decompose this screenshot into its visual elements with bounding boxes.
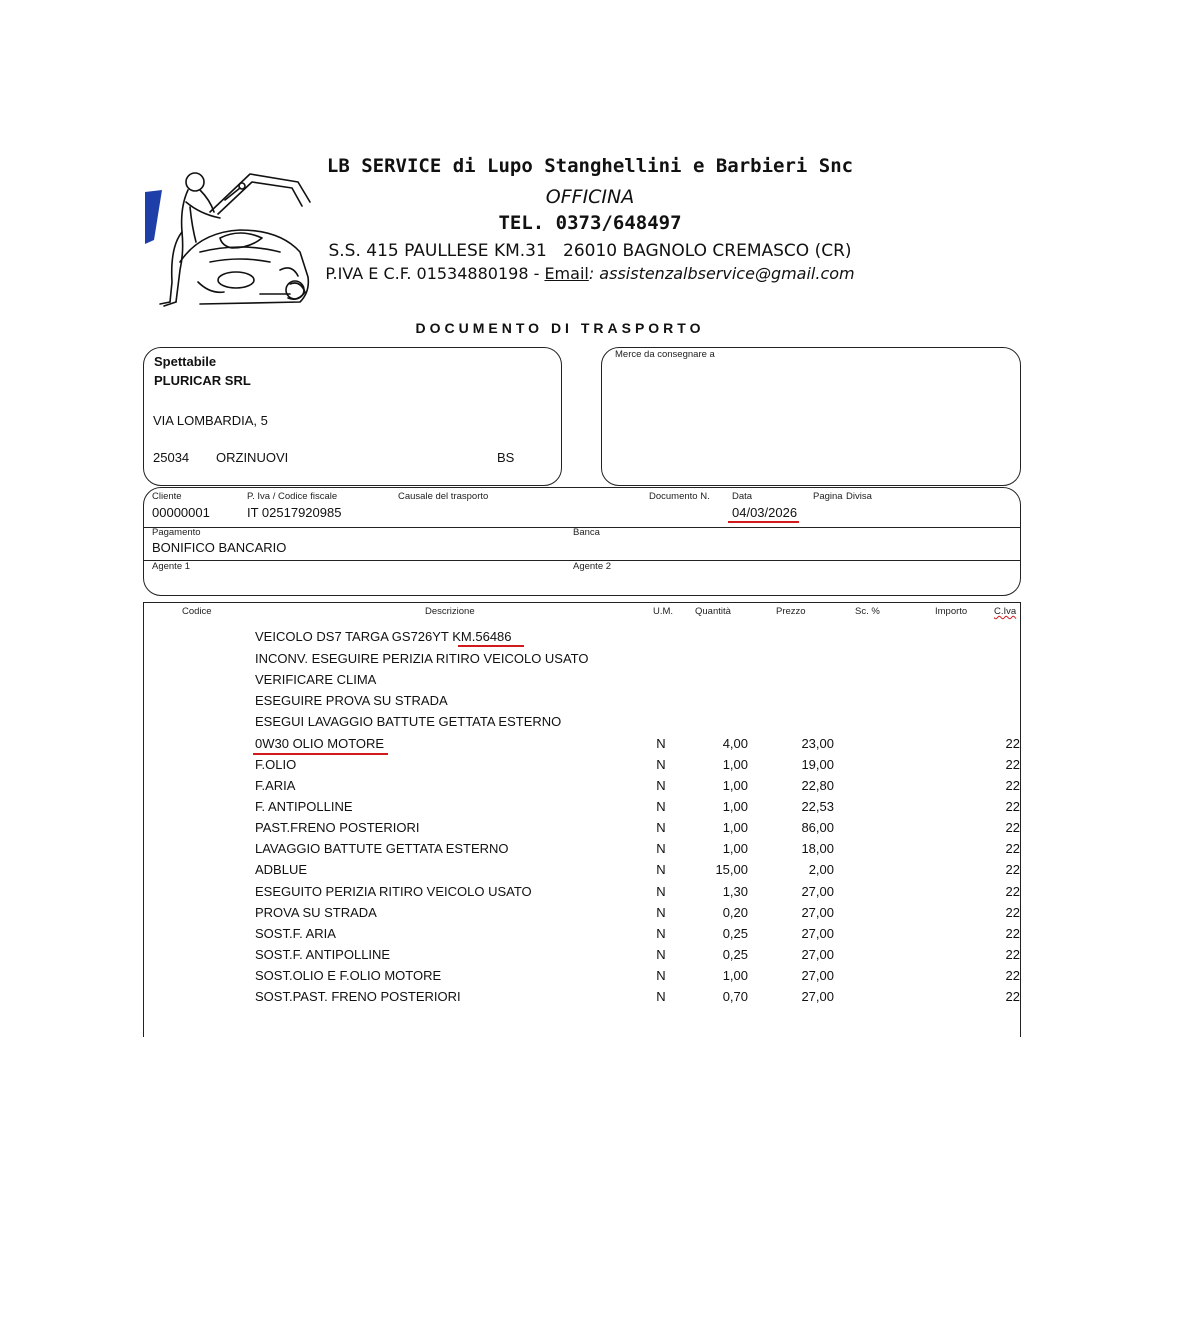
item-quantity: 15,00: [715, 862, 748, 877]
item-description: VEICOLO DS7 TARGA GS726YT KM.56486: [255, 629, 512, 644]
item-um: N: [656, 736, 666, 751]
item-description: ADBLUE: [255, 862, 308, 877]
item-um: N: [656, 841, 666, 856]
item-description: PAST.FRENO POSTERIORI: [255, 820, 420, 835]
item-price: 18,00: [801, 841, 834, 856]
item-quantity: 1,30: [722, 884, 748, 899]
item-description: SOST.F. ARIA: [255, 926, 336, 941]
piva-label: P. Iva / Codice fiscale: [247, 491, 338, 502]
item-description: LAVAGGIO BATTUTE GETTATA ESTERNO: [255, 841, 509, 856]
table-row: [0, 757, 1200, 778]
email-label[interactable]: Email: [544, 264, 589, 283]
item-price: 27,00: [801, 947, 834, 962]
item-description: INCONV. ESEGUIRE PERIZIA RITIRO VEICOLO USATO: [255, 651, 589, 666]
col-header-prezzo: Prezzo: [776, 606, 806, 617]
col-header-um: U.M.: [653, 606, 674, 617]
item-vat-code: 22: [1005, 757, 1020, 772]
piva-value: IT 02517920985: [247, 505, 342, 520]
item-um: N: [656, 862, 666, 877]
delivery-box: [601, 347, 1021, 486]
pagamento-value: BONIFICO BANCARIO: [152, 540, 287, 555]
cliente-label: Cliente: [152, 491, 182, 502]
date-value: 04/03/2026: [732, 505, 798, 520]
item-quantity: 0,70: [722, 989, 748, 1004]
company-address: S.S. 415 PAULLESE KM.31 26010 BAGNOLO CREMASCO (CR): [328, 241, 852, 261]
recipient-city: ORZINUOVI: [216, 450, 289, 465]
table-row: [0, 736, 1200, 757]
company-name: LB SERVICE di Lupo Stanghellini e Barbieri Snc: [326, 155, 854, 177]
recipient-street: VIA LOMBARDIA, 5: [153, 413, 268, 428]
vat-number: P.IVA E C.F. 01534880198 -: [325, 264, 545, 283]
item-price: 86,00: [801, 820, 834, 835]
table-row: [0, 714, 1200, 735]
delivery-label: Merce da consegnare a: [615, 349, 715, 360]
table-row: [0, 820, 1200, 841]
recipient-name: PLURICAR SRL: [154, 373, 251, 388]
table-row: [0, 926, 1200, 947]
item-description: F.ARIA: [255, 778, 296, 793]
item-description: PROVA SU STRADA: [255, 905, 377, 920]
item-price: 19,00: [801, 757, 834, 772]
item-vat-code: 22: [1005, 905, 1020, 920]
banca-label: Banca: [573, 527, 600, 538]
col-header-importo: Importo: [935, 606, 968, 617]
item-quantity: 0,20: [722, 905, 748, 920]
item-price: 27,00: [801, 926, 834, 941]
email-address[interactable]: : assistenzalbservice@gmail.com: [588, 264, 855, 283]
item-description: SOST.PAST. FRENO POSTERIORI: [255, 989, 461, 1004]
item-quantity: 1,00: [722, 841, 748, 856]
mechanic-car-icon: [140, 152, 315, 317]
item-um: N: [656, 926, 666, 941]
table-row: [0, 651, 1200, 672]
item-description: F.OLIO: [255, 757, 297, 772]
item-um: N: [656, 884, 666, 899]
item-price: 27,00: [801, 968, 834, 983]
col-header-codice: Codice: [182, 606, 212, 617]
km-highlight: [458, 645, 524, 647]
table-row: [0, 884, 1200, 905]
item-vat-code: 22: [1005, 820, 1020, 835]
item-um: N: [656, 778, 666, 793]
date-label: Data: [732, 491, 753, 502]
cliente-value: 00000001: [152, 505, 210, 520]
item-description: 0W30 OLIO MOTORE: [255, 736, 385, 751]
recipient-province: BS: [497, 450, 515, 465]
pagina-label: Pagina: [813, 491, 843, 502]
item-price: 27,00: [801, 884, 834, 899]
item-description: SOST.OLIO E F.OLIO MOTORE: [255, 968, 442, 983]
item-quantity: 4,00: [722, 736, 748, 751]
agente2-label: Agente 2: [573, 561, 612, 572]
table-row: [0, 778, 1200, 799]
item-description: ESEGUI LAVAGGIO BATTUTE GETTATA ESTERNO: [255, 714, 562, 729]
recipient-zip: 25034: [153, 450, 190, 465]
docnum-label: Documento N.: [649, 491, 710, 502]
table-row: [0, 947, 1200, 968]
item-description: ESEGUIRE PROVA SU STRADA: [255, 693, 448, 708]
col-header-iva: C.Iva: [994, 606, 1017, 617]
item-vat-code: 22: [1005, 926, 1020, 941]
item-um: N: [656, 905, 666, 920]
item-description: F. ANTIPOLLINE: [255, 799, 353, 814]
col-header-sconto: Sc. %: [855, 606, 880, 617]
item-um: N: [656, 989, 666, 1004]
item-price: 27,00: [801, 989, 834, 1004]
table-row: [0, 799, 1200, 820]
recipient-label: Spettabile: [154, 354, 217, 369]
item-price: 23,00: [801, 736, 834, 751]
causale-label: Causale del trasporto: [398, 491, 489, 502]
company-phone: TEL. 0373/648497: [498, 212, 682, 234]
table-row: [0, 989, 1200, 1010]
item-quantity: 1,00: [722, 820, 748, 835]
item-um: N: [656, 968, 666, 983]
item-price: 22,80: [801, 778, 834, 793]
item-um: N: [656, 757, 666, 772]
table-row: [0, 693, 1200, 714]
item-vat-code: 22: [1005, 947, 1020, 962]
pagamento-label: Pagamento: [152, 527, 201, 538]
item-price: 22,53: [801, 799, 834, 814]
item-quantity: 1,00: [722, 799, 748, 814]
item-description: SOST.F. ANTIPOLLINE: [255, 947, 391, 962]
date-highlight: [728, 521, 799, 523]
table-row: [0, 672, 1200, 693]
table-row: [0, 905, 1200, 926]
oil-highlight: [253, 753, 388, 755]
table-row: [0, 862, 1200, 883]
item-vat-code: 22: [1005, 862, 1020, 877]
item-description: ESEGUITO PERIZIA RITIRO VEICOLO USATO: [255, 884, 532, 899]
item-um: N: [656, 820, 666, 835]
item-vat-code: 22: [1005, 799, 1020, 814]
table-row: [0, 968, 1200, 989]
company-vat-email: [300, 264, 880, 283]
item-quantity: 1,00: [722, 968, 748, 983]
item-vat-code: 22: [1005, 841, 1020, 856]
table-row: [0, 629, 1200, 650]
item-quantity: 1,00: [722, 757, 748, 772]
item-quantity: 0,25: [722, 926, 748, 941]
document-title: DOCUMENTO DI TRASPORTO: [415, 320, 705, 336]
item-vat-code: 22: [1005, 968, 1020, 983]
item-quantity: 1,00: [722, 778, 748, 793]
item-vat-code: 22: [1005, 778, 1020, 793]
item-vat-code: 22: [1005, 736, 1020, 751]
item-um: N: [656, 947, 666, 962]
item-price: 2,00: [808, 862, 834, 877]
item-quantity: 0,25: [722, 947, 748, 962]
item-description: VERIFICARE CLIMA: [255, 672, 377, 687]
col-header-quantita: Quantità: [695, 606, 731, 617]
divisa-label: Divisa: [846, 491, 872, 502]
item-vat-code: 22: [1005, 884, 1020, 899]
item-vat-code: 22: [1005, 989, 1020, 1004]
item-um: N: [656, 799, 666, 814]
items-table-top: [143, 602, 1021, 603]
col-header-descrizione: Descrizione: [425, 606, 475, 617]
agente1-label: Agente 1: [152, 561, 191, 572]
item-price: 27,00: [801, 905, 834, 920]
company-subtitle: OFFICINA: [545, 186, 635, 208]
table-row: [0, 841, 1200, 862]
